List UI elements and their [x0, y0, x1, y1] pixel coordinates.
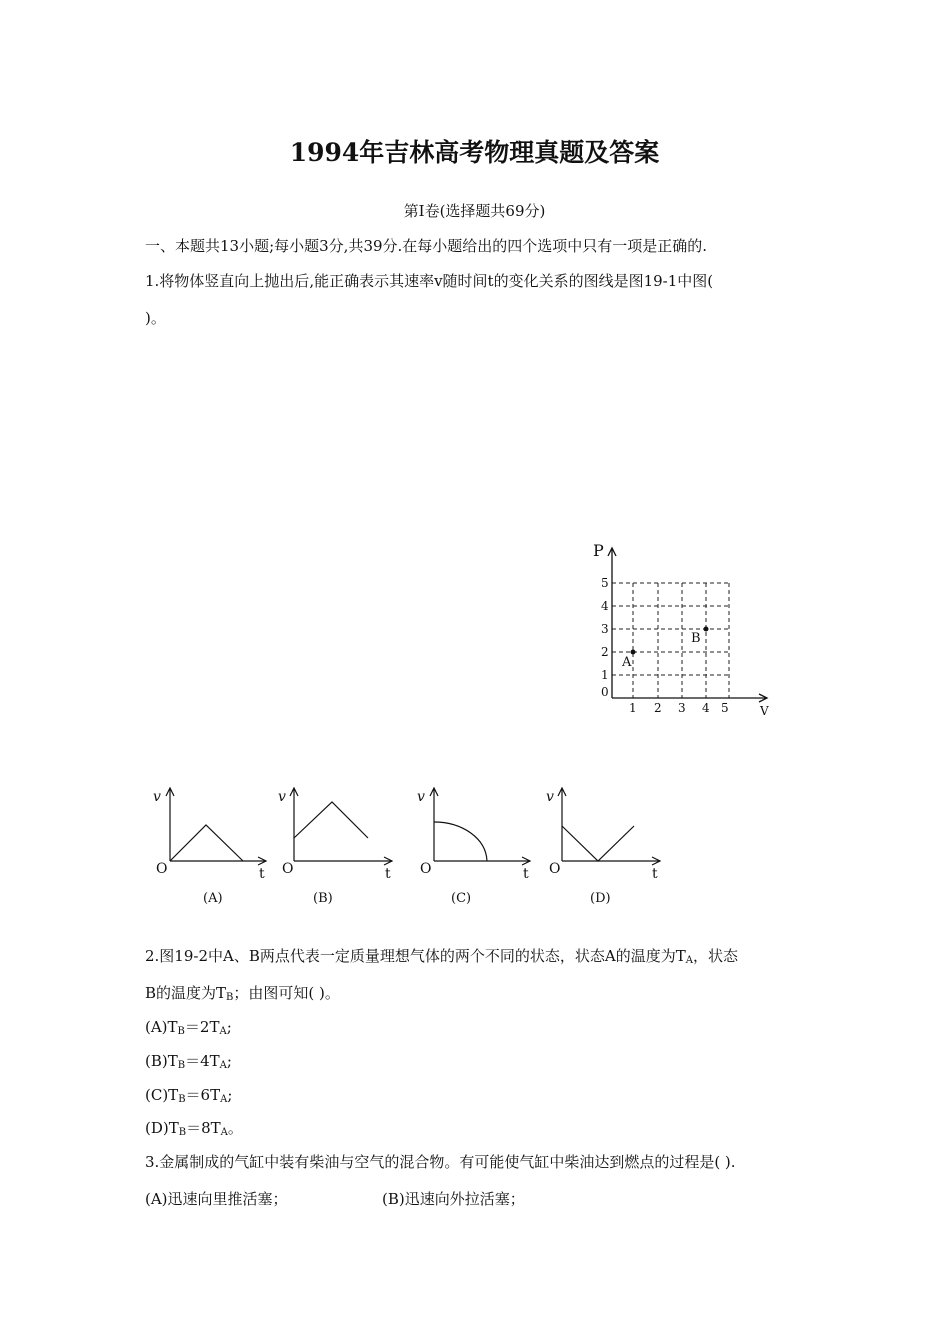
q2-opt-d-mid: ＝8T — [186, 1119, 221, 1137]
x-tick-5: 5 — [721, 701, 729, 715]
vt-c-origin: O — [420, 861, 432, 877]
q2-opt-d-sub-a: A — [220, 1127, 228, 1138]
section-header: 第Ⅰ卷(选择题共69分) — [403, 202, 546, 220]
vt-c-curve — [434, 822, 487, 861]
q2-opt-d-sub-b: B — [178, 1127, 187, 1138]
q2-text-2b: ；由图可知( )。 — [233, 984, 340, 1002]
q2-opt-c-suffix: ; — [227, 1086, 233, 1104]
vt-graph-a — [153, 788, 266, 906]
q2-opt-c-mid: ＝6T — [185, 1086, 221, 1104]
q2-opt-a-sub-a: A — [219, 1026, 227, 1037]
vt-d-t-label: t — [652, 866, 658, 882]
q2-opt-b-suffix: ; — [226, 1052, 232, 1070]
q3-option-a: (A)迅速向里推活塞； — [145, 1190, 288, 1208]
point-b-label: B — [691, 631, 701, 646]
vt-graph-b — [278, 788, 392, 906]
q2-opt-a-mid: ＝2T — [184, 1018, 220, 1036]
q3-stem: 3.金属制成的气缸中装有柴油与空气的混合物。有可能使气缸中柴油达到燃点的过程是( ). — [145, 1153, 736, 1171]
y-tick-3: 3 — [601, 622, 609, 636]
q2-text-2a: B的温度为T — [145, 984, 227, 1002]
x-tick-4: 4 — [702, 701, 710, 715]
q3-option-b: (B)迅速向外拉活塞； — [382, 1190, 525, 1208]
q2-option-c — [145, 1084, 232, 1105]
vt-a-v-label: v — [153, 789, 161, 805]
q1-stem-line2: )。 — [145, 309, 166, 327]
vt-a-caption: (A) — [203, 891, 223, 906]
vt-b-curve — [294, 802, 368, 838]
x-tick-1: 1 — [629, 701, 637, 715]
y-tick-1: 1 — [601, 668, 609, 682]
q2-opt-a-suffix: ; — [226, 1018, 232, 1036]
x-tick-2: 2 — [654, 701, 662, 715]
q2-stem-line1 — [145, 945, 738, 966]
q2-opt-a-prefix: (A)T — [145, 1018, 178, 1036]
vt-a-t-label: t — [259, 866, 265, 882]
q2-opt-a-sub-b: B — [177, 1026, 185, 1037]
y-tick-5: 5 — [601, 576, 609, 590]
vt-graphs — [145, 780, 675, 910]
q2-opt-b-prefix: (B)T — [145, 1052, 178, 1070]
vt-d-curve — [562, 826, 634, 861]
q2-opt-b-mid: ＝4T — [185, 1052, 220, 1070]
vt-b-t-label: t — [385, 866, 391, 882]
q2-opt-d-suffix: 。 — [227, 1119, 243, 1137]
q2-text-1b: ，状态 — [692, 947, 738, 965]
q2-opt-b-sub-a: A — [219, 1060, 227, 1071]
vt-c-t-label: t — [523, 866, 529, 882]
vt-a-origin: O — [156, 861, 168, 877]
y-tick-4: 4 — [601, 599, 609, 613]
q2-opt-c-sub-a: A — [220, 1094, 228, 1105]
vt-b-caption: (B) — [313, 891, 333, 906]
vt-b-v-label: v — [278, 789, 286, 805]
pv-graph — [585, 540, 785, 725]
x-tick-3: 3 — [678, 701, 686, 715]
q2-option-b — [145, 1050, 232, 1071]
q2-sub-b: B — [226, 992, 234, 1003]
q1-stem-line1: 1.将物体竖直向上抛出后,能正确表示其速率v随时间t的变化关系的图线是图19-1中图( — [145, 272, 714, 290]
vt-graph-c — [417, 788, 530, 906]
q2-text-1a: 2.图19-2中A、B两点代表一定质量理想气体的两个不同的状态，状态A的温度为T — [145, 947, 686, 965]
pv-origin-label: 0 — [601, 685, 609, 699]
pv-axes — [608, 548, 767, 702]
instructions: 一、本题共13小题;每小题3分,共39分.在每小题给出的四个选项中只有一项是正确的. — [145, 237, 708, 255]
vt-graph-d — [546, 788, 660, 906]
vt-a-curve — [170, 825, 243, 861]
q2-opt-c-prefix: (C)T — [145, 1086, 179, 1104]
vt-d-origin: O — [549, 861, 561, 877]
vt-c-v-label: v — [417, 789, 425, 805]
p-axis-label: P — [593, 541, 604, 560]
vt-c-caption: (C) — [451, 891, 472, 906]
q2-opt-c-sub-b: B — [178, 1094, 186, 1105]
point-a — [631, 650, 636, 655]
q2-opt-d-prefix: (D)T — [145, 1119, 179, 1137]
page-title: 1994年吉林高考物理真题及答案 — [289, 138, 660, 167]
y-tick-2: 2 — [601, 645, 609, 659]
vt-b-origin: O — [282, 861, 294, 877]
q2-option-d — [145, 1117, 243, 1138]
point-a-label: A — [622, 655, 632, 670]
vt-d-caption: (D) — [590, 891, 611, 906]
q2-opt-b-sub-b: B — [177, 1060, 186, 1071]
q2-stem-line2 — [145, 982, 340, 1003]
vt-d-v-label: v — [546, 789, 554, 805]
q2-option-a — [145, 1016, 232, 1037]
q2-sub-a: A — [685, 955, 693, 966]
point-b — [704, 627, 709, 632]
v-axis-label: V — [760, 704, 769, 718]
pv-grid — [612, 583, 729, 698]
